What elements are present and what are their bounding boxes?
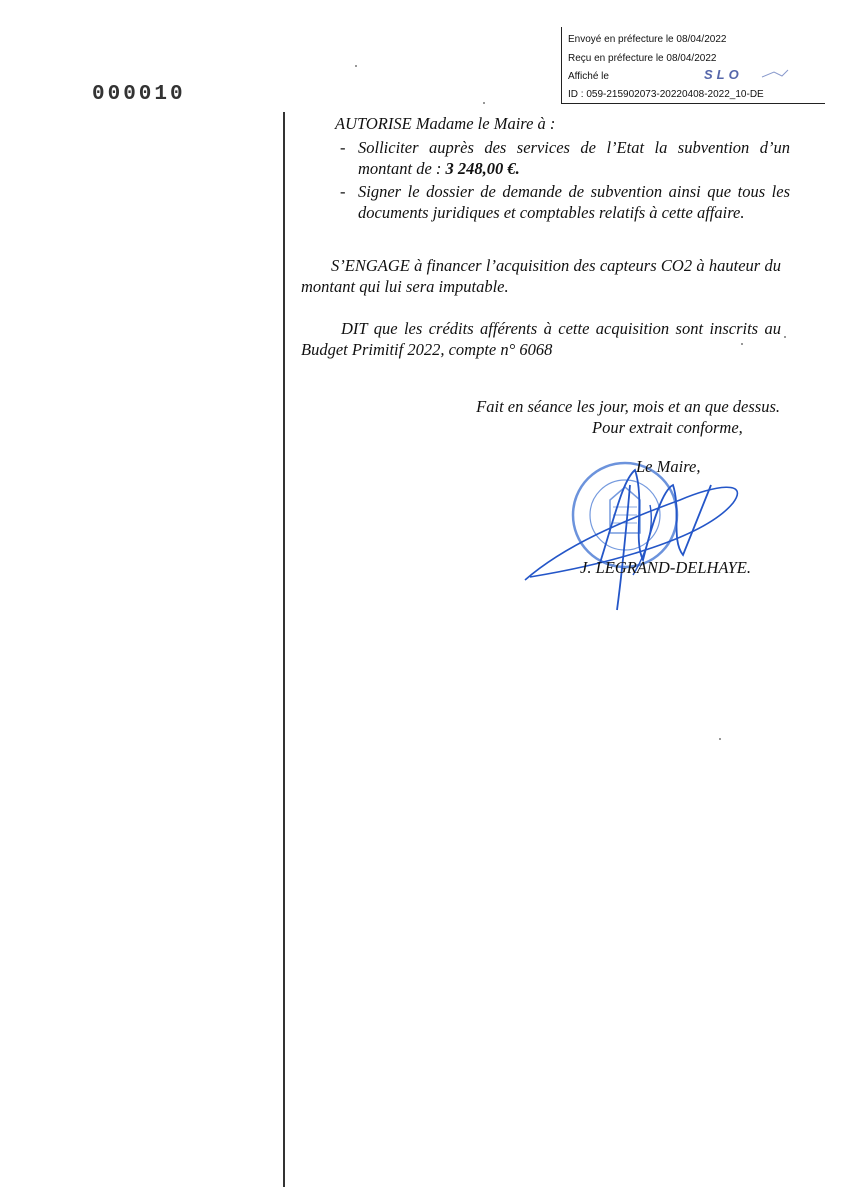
margin-rule (283, 112, 285, 1187)
mayor-title: Le Maire, (636, 457, 701, 476)
seal-and-signature (505, 445, 745, 620)
stamp-posted-label: Affiché le (568, 71, 609, 82)
page-number: 000010 (92, 83, 186, 106)
scan-speck (741, 343, 743, 345)
subsidy-request-text: Solliciter auprès des services de l’Etat la subvention d’un montant de : (358, 138, 790, 178)
prefecture-stamp (561, 27, 825, 104)
authorise-section (335, 113, 790, 225)
scan-speck (483, 102, 485, 104)
stamp-sent-date: Envoyé en préfecture le 08/04/2022 (568, 34, 727, 45)
slo-logo (702, 67, 792, 83)
scan-speck (784, 336, 786, 338)
subsidy-amount: 3 248,00 €. (445, 159, 520, 178)
dit-paragraph: DIT que les crédits afférents à cette acquisition sont inscrits au Budget Primitif 2022, compte n° 6068 (301, 319, 781, 359)
stamp-received-date: Reçu en préfecture le 08/04/2022 (568, 53, 717, 64)
svg-text:SLO: SLO (704, 67, 743, 82)
stamp-id: ID : 059-215902073-20220408-2022_10-DE (568, 89, 764, 100)
list-dash: - (340, 138, 346, 157)
sign-dossier-text: Signer le dossier de demande de subvention ainsi que tous les documents juridiques et comptables relatifs à cette affaire. (358, 182, 790, 222)
engage-paragraph: S’ENGAGE à financer l’acquisition des capteurs CO2 à hauteur du montant qui lui sera imputable. (301, 256, 781, 296)
authorise-list (335, 137, 790, 223)
list-item (335, 137, 790, 179)
list-item (335, 181, 790, 223)
scan-speck (355, 65, 357, 67)
closing-line-1: Fait en séance les jour, mois et an que dessus. (476, 397, 780, 416)
list-dash: - (340, 182, 346, 201)
scan-speck (719, 738, 721, 740)
mayor-name: J. LEGRAND-DELHAYE. (580, 558, 751, 577)
closing-line-2: Pour extrait conforme, (592, 418, 743, 437)
authorise-heading: AUTORISE Madame le Maire à : (335, 114, 556, 133)
